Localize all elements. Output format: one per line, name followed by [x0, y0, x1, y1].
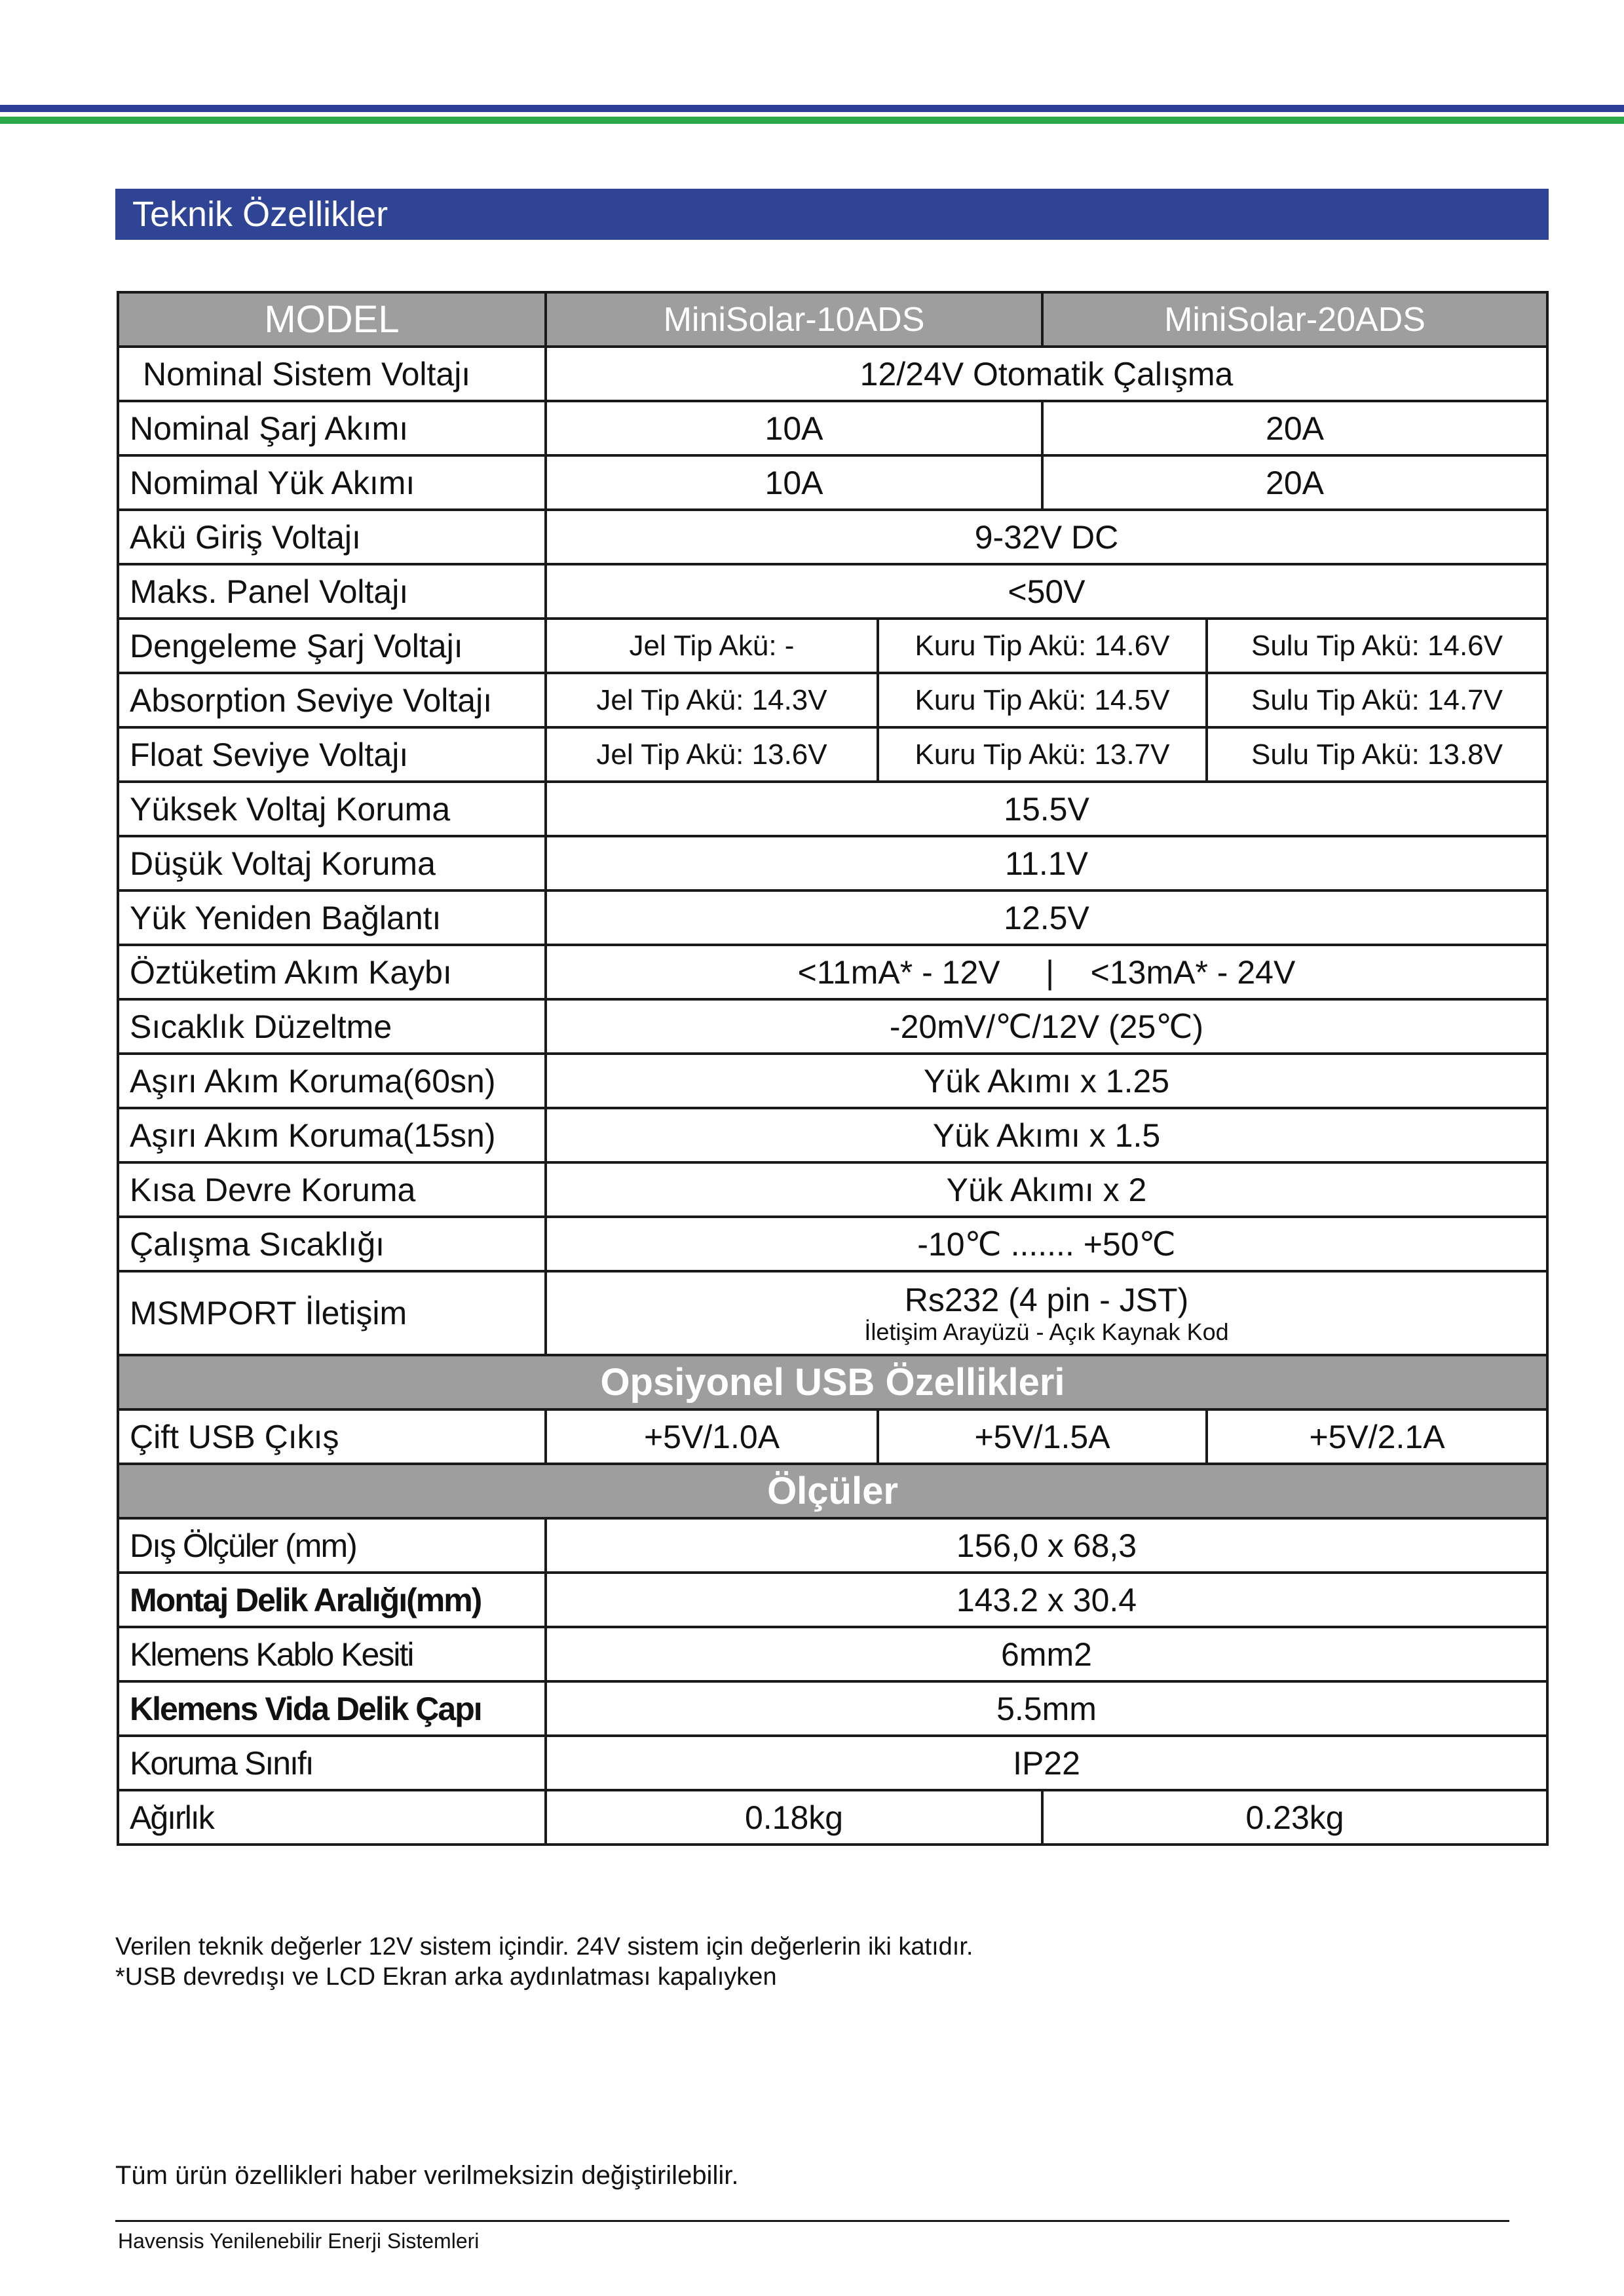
row-label: Maks. Panel Voltajı	[118, 564, 546, 619]
row-value: 9-32V DC	[546, 510, 1547, 564]
table-row	[118, 619, 1547, 673]
row-value: Yük Akımı x 2	[546, 1162, 1547, 1217]
table-row	[118, 1054, 1547, 1108]
table-row	[118, 727, 1547, 782]
table-row	[118, 1409, 1547, 1464]
row-label: Yük Yeniden Bağlantı	[118, 890, 546, 945]
row-value: <50V	[546, 564, 1547, 619]
disclaimer-text: Tüm ürün özellikleri haber verilmeksizin değiştirilebilir.	[115, 2161, 739, 2190]
row-value: -10℃ ....... +50℃	[546, 1217, 1547, 1271]
row-value-wet: Sulu Tip Akü: 14.6V	[1207, 619, 1547, 673]
row-value: 12/24V Otomatik Çalışma	[546, 347, 1547, 401]
msmport-subvalue: İletişim Arayüzü - Açık Kaynak Kod	[864, 1318, 1229, 1345]
row-label: Koruma Sınıfı	[118, 1736, 546, 1790]
row-value-dry: Kuru Tip Akü: 14.5V	[878, 673, 1207, 727]
row-value: 20A	[1042, 401, 1547, 455]
row-label: Ağırlık	[118, 1790, 546, 1845]
row-label: Klemens Vida Delik Çapı	[118, 1681, 546, 1736]
row-label: Nominal Sistem Voltajı	[118, 347, 546, 401]
footnote-voltage: Verilen teknik değerler 12V sistem içindir. 24V sistem için değerlerin iki katıdır.	[115, 1933, 973, 1961]
table-row	[118, 347, 1547, 401]
table-row	[118, 1162, 1547, 1217]
row-label: Montaj Delik Aralığı(mm)	[118, 1573, 546, 1627]
table-row	[118, 1271, 1547, 1355]
model-10ads: MiniSolar-10ADS	[546, 292, 1042, 347]
table-row	[118, 1627, 1547, 1681]
table-row	[118, 890, 1547, 945]
row-value-gel: Jel Tip Akü: 14.3V	[546, 673, 878, 727]
row-value-gel: Jel Tip Akü: 13.6V	[546, 727, 878, 782]
row-label: Çift USB Çıkış	[118, 1409, 546, 1464]
row-label: Yüksek Voltaj Koruma	[118, 782, 546, 836]
table-row	[118, 401, 1547, 455]
row-label: Aşırı Akım Koruma(60sn)	[118, 1054, 546, 1108]
row-value: 143.2 x 30.4	[546, 1573, 1547, 1627]
row-value: -20mV/℃/12V (25℃)	[546, 999, 1547, 1054]
row-value: 10A	[546, 455, 1042, 510]
model-20ads: MiniSolar-20ADS	[1042, 292, 1547, 347]
footnote-usb: *USB devredışı ve LCD Ekran arka aydınlatması kapalıyken	[115, 1963, 777, 1991]
table-row	[118, 1108, 1547, 1162]
row-label: Kısa Devre Koruma	[118, 1162, 546, 1217]
row-value: Yük Akımı x 1.5	[546, 1108, 1547, 1162]
row-value-dry: Kuru Tip Akü: 14.6V	[878, 619, 1207, 673]
row-value: 15.5V	[546, 782, 1547, 836]
row-value: +5V/1.0A	[546, 1409, 878, 1464]
table-row	[118, 782, 1547, 836]
spec-table	[117, 291, 1549, 1846]
row-value: <11mA* - 12V | <13mA* - 24V	[546, 945, 1547, 999]
table-row	[118, 945, 1547, 999]
table-header-row	[118, 292, 1547, 347]
model-header: MODEL	[118, 292, 546, 347]
row-label: Dengeleme Şarj Voltajı	[118, 619, 546, 673]
row-label: Öztüketim Akım Kaybı	[118, 945, 546, 999]
row-value: 12.5V	[546, 890, 1547, 945]
section-title: Teknik Özellikler	[115, 189, 1549, 240]
table-row	[118, 455, 1547, 510]
dimensions-section-band	[118, 1464, 1547, 1518]
table-row	[118, 1681, 1547, 1736]
row-label: MSMPORT İletişim	[118, 1271, 546, 1355]
row-value: 156,0 x 68,3	[546, 1518, 1547, 1573]
row-value: 0.23kg	[1042, 1790, 1547, 1845]
row-value-gel: Jel Tip Akü: -	[546, 619, 878, 673]
row-label: Dış Ölçüler (mm)	[118, 1518, 546, 1573]
table-row	[118, 673, 1547, 727]
row-label: Float Seviye Voltajı	[118, 727, 546, 782]
table-row	[118, 1518, 1547, 1573]
msmport-value: Rs232 (4 pin - JST)	[904, 1282, 1189, 1318]
row-value: 11.1V	[546, 836, 1547, 890]
row-label: Nominal Şarj Akımı	[118, 401, 546, 455]
row-value-dry: Kuru Tip Akü: 13.7V	[878, 727, 1207, 782]
row-label: Absorption Seviye Voltajı	[118, 673, 546, 727]
row-label: Akü Giriş Voltajı	[118, 510, 546, 564]
table-row	[118, 564, 1547, 619]
row-value: 20A	[1042, 455, 1547, 510]
row-value: 10A	[546, 401, 1042, 455]
row-label: Nomimal Yük Akımı	[118, 455, 546, 510]
row-value: +5V/2.1A	[1207, 1409, 1547, 1464]
table-row	[118, 1573, 1547, 1627]
table-row	[118, 836, 1547, 890]
table-row	[118, 999, 1547, 1054]
row-value	[546, 1271, 1547, 1355]
table-row	[118, 510, 1547, 564]
row-label: Aşırı Akım Koruma(15sn)	[118, 1108, 546, 1162]
table-row	[118, 1790, 1547, 1845]
row-value-wet: Sulu Tip Akü: 13.8V	[1207, 727, 1547, 782]
footer-divider	[115, 2220, 1509, 2222]
header-stripe-gap	[0, 112, 1624, 117]
row-label: Çalışma Sıcaklığı	[118, 1217, 546, 1271]
header-stripe-blue	[0, 105, 1624, 112]
header-stripe-green	[0, 117, 1624, 124]
usb-section-title: Opsiyonel USB Özellikleri	[118, 1355, 1547, 1409]
row-value: 6mm2	[546, 1627, 1547, 1681]
footer-company: Havensis Yenilenebilir Enerji Sistemleri	[118, 2229, 480, 2253]
table-row	[118, 1736, 1547, 1790]
table-row	[118, 1217, 1547, 1271]
usb-section-band	[118, 1355, 1547, 1409]
row-value-wet: Sulu Tip Akü: 14.7V	[1207, 673, 1547, 727]
row-value: IP22	[546, 1736, 1547, 1790]
row-label: Düşük Voltaj Koruma	[118, 836, 546, 890]
row-value: 5.5mm	[546, 1681, 1547, 1736]
row-label: Sıcaklık Düzeltme	[118, 999, 546, 1054]
row-label: Klemens Kablo Kesiti	[118, 1627, 546, 1681]
dimensions-section-title: Ölçüler	[118, 1464, 1547, 1518]
row-value: 0.18kg	[546, 1790, 1042, 1845]
row-value: Yük Akımı x 1.25	[546, 1054, 1547, 1108]
row-value: +5V/1.5A	[878, 1409, 1207, 1464]
